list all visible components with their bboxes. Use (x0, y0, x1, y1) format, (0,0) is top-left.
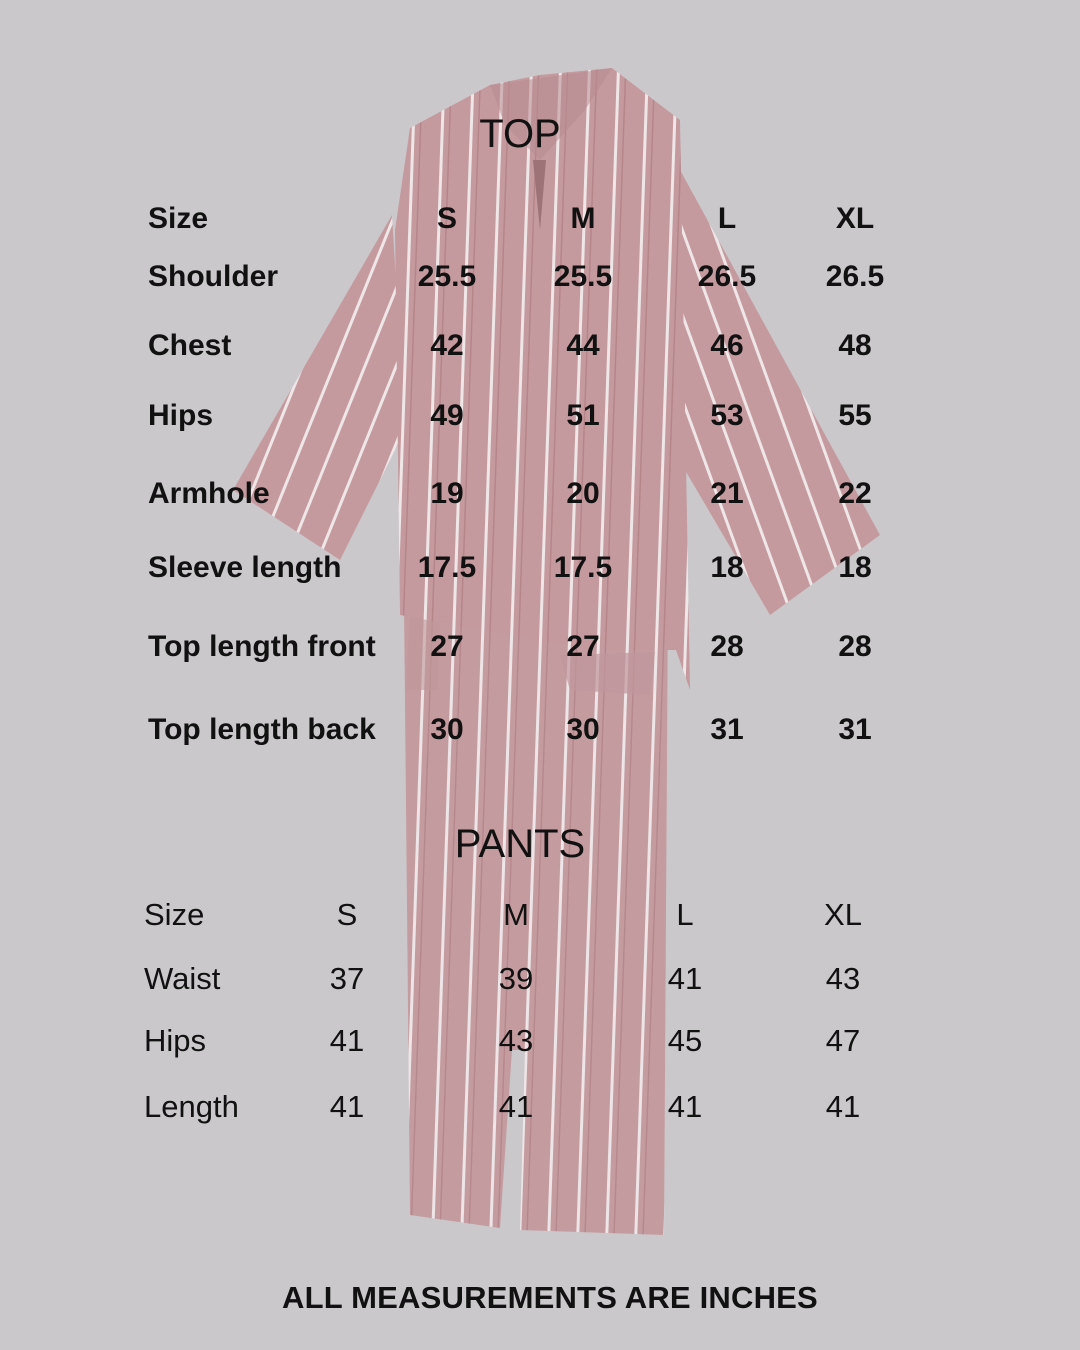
cell-hips-s: 49 (430, 399, 464, 432)
cell-length-xl: 41 (825, 1089, 861, 1124)
row-label-hips: Hips (148, 399, 214, 432)
cell-shoulder-xl: 26.5 (825, 260, 885, 293)
top-shape (233, 68, 880, 690)
row-label-length: Length (144, 1089, 239, 1124)
cell-hips-xl: 47 (825, 1023, 861, 1058)
cell-shoulder-m: 25.5 (553, 260, 613, 293)
size-header-l: L (676, 897, 694, 932)
cell-top-length-back-m: 30 (566, 713, 600, 746)
row-label-top-length-back: Top length back (148, 713, 376, 746)
cell-top-length-back-l: 31 (710, 713, 744, 746)
cell-hips-l: 53 (710, 399, 744, 432)
cell-chest-s: 42 (430, 329, 464, 362)
cell-chest-m: 44 (566, 329, 600, 362)
size-header-l: L (717, 202, 737, 235)
cell-hips-s: 41 (329, 1023, 365, 1058)
size-header-label: Size (144, 897, 205, 932)
cell-shoulder-l: 26.5 (697, 260, 757, 293)
cell-hips-m: 51 (566, 399, 600, 432)
row-label-waist: Waist (144, 961, 221, 996)
measurement-note: ALL MEASUREMENTS ARE INCHES (282, 1280, 818, 1315)
cell-hips-l: 45 (667, 1023, 703, 1058)
size-header-label: Size (148, 202, 209, 235)
cell-top-length-back-xl: 31 (838, 713, 872, 746)
cell-shoulder-s: 25.5 (417, 260, 477, 293)
cell-hips-m: 43 (498, 1023, 534, 1058)
row-label-hips: Hips (144, 1023, 207, 1058)
size-header-s: S (336, 897, 358, 932)
size-header-s: S (436, 202, 458, 235)
row-label-chest: Chest (148, 329, 232, 362)
row-label-shoulder: Shoulder (148, 260, 279, 293)
cell-sleeve-length-s: 17.5 (417, 551, 477, 584)
cell-armhole-l: 21 (710, 477, 744, 510)
top-title: TOP (479, 112, 561, 156)
cell-top-length-front-l: 28 (710, 630, 744, 663)
pants-shape (404, 598, 668, 1235)
cell-armhole-m: 20 (566, 477, 600, 510)
size-header-xl: XL (824, 897, 862, 932)
cell-hips-xl: 55 (838, 399, 872, 432)
pants-title: PANTS (454, 822, 586, 866)
cell-sleeve-length-l: 18 (710, 551, 744, 584)
cell-sleeve-length-xl: 18 (838, 551, 872, 584)
cell-chest-l: 46 (710, 329, 744, 362)
cell-length-s: 41 (329, 1089, 365, 1124)
cell-top-length-front-xl: 28 (838, 630, 872, 663)
cell-armhole-s: 19 (430, 477, 464, 510)
cell-length-l: 41 (667, 1089, 703, 1124)
row-label-armhole: Armhole (148, 477, 270, 510)
cell-waist-s: 37 (329, 961, 365, 996)
size-header-m: M (570, 202, 596, 235)
cell-waist-l: 41 (667, 961, 703, 996)
cell-length-m: 41 (498, 1089, 534, 1124)
size-header-m: M (503, 897, 529, 932)
cell-top-length-front-s: 27 (430, 630, 464, 663)
cell-chest-xl: 48 (838, 329, 872, 362)
cell-waist-xl: 43 (825, 961, 861, 996)
row-label-top-length-front: Top length front (148, 630, 376, 663)
cell-top-length-back-s: 30 (430, 713, 464, 746)
cell-waist-m: 39 (498, 961, 534, 996)
row-label-sleeve-length: Sleeve length (148, 551, 342, 584)
cell-sleeve-length-m: 17.5 (553, 551, 613, 584)
cell-armhole-xl: 22 (838, 477, 872, 510)
cell-top-length-front-m: 27 (566, 630, 600, 663)
size-header-xl: XL (835, 202, 875, 235)
